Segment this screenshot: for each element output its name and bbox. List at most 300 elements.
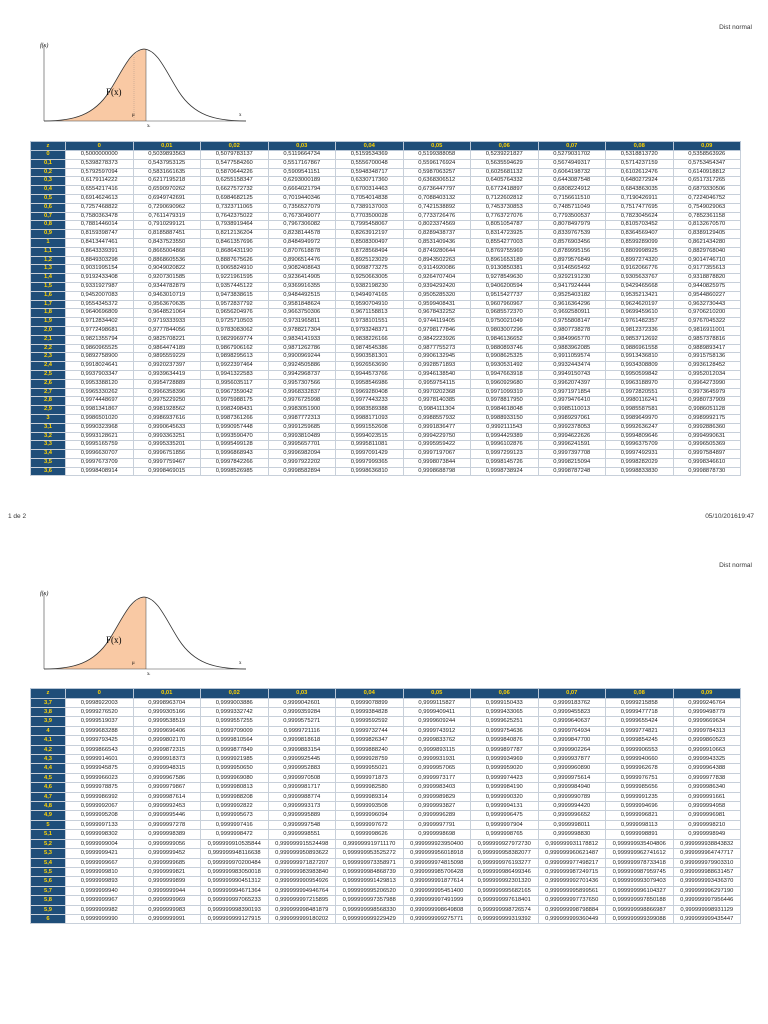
probability-cell: 0,9999883154 xyxy=(268,745,336,754)
probability-cell: 0,9958546986 xyxy=(336,379,404,388)
normal-curve-figure-1 xyxy=(44,45,246,121)
probability-cell: 0,9357445122 xyxy=(201,282,269,291)
probability-cell: 0,9999996821 xyxy=(606,811,674,820)
probability-cell: 0,9966358396 xyxy=(133,388,201,397)
table-row xyxy=(31,353,741,362)
table-body xyxy=(31,698,741,924)
probability-cell: 0,9999984190 xyxy=(471,783,539,792)
probability-cell: 0,9616364296 xyxy=(538,300,606,309)
probability-cell: 0,8749280644 xyxy=(403,247,471,256)
z-value: 3,1 xyxy=(31,423,66,432)
probability-cell: 0,9962074397 xyxy=(538,379,606,388)
column-header: 0,02 xyxy=(201,689,269,699)
probability-cell: 0,9926563690 xyxy=(336,362,404,371)
probability-cell: 0,9997999365 xyxy=(336,458,404,467)
probability-cell: 0,9998963704 xyxy=(133,698,201,707)
probability-cell: 0,9903581301 xyxy=(336,353,404,362)
probability-cell: 0,9998346610 xyxy=(673,458,741,467)
z-value: 1,6 xyxy=(31,291,66,300)
probability-cell: 0,9999997133 xyxy=(66,820,134,829)
probability-cell: 0,999999991877614 xyxy=(403,877,471,886)
probability-cell: 0,9999990320 xyxy=(471,792,539,801)
probability-cell: 0,6700314463 xyxy=(336,186,404,195)
probability-cell: 0,9803007296 xyxy=(471,326,539,335)
probability-cell: 0,9999985656 xyxy=(606,783,674,792)
probability-cell: 0,9999973177 xyxy=(403,773,471,782)
probability-cell: 0,9853712692 xyxy=(606,335,674,344)
table-row xyxy=(31,736,741,745)
z-value: 1 xyxy=(31,238,66,247)
probability-cell: 0,9999993173 xyxy=(268,802,336,811)
probability-cell: 0,9788217304 xyxy=(268,326,336,335)
probability-cell: 0,5239221827 xyxy=(471,151,539,160)
probability-cell: 0,9783083062 xyxy=(201,326,269,335)
probability-cell: 0,8925123029 xyxy=(336,256,404,265)
z-value: 1,3 xyxy=(31,265,66,274)
probability-cell: 0,9998833830 xyxy=(606,467,674,476)
probability-cell: 0,8979576849 xyxy=(538,256,606,265)
x-axis-label: x xyxy=(239,113,242,118)
probability-cell: 0,9999996289 xyxy=(403,811,471,820)
probability-cell: 0,9624620197 xyxy=(606,300,674,309)
table-row xyxy=(31,896,741,905)
probability-cell: 0,9685572370 xyxy=(471,309,539,318)
probability-cell: 0,9678432252 xyxy=(403,309,471,318)
z-value: 6 xyxy=(31,914,66,923)
z-value: 0,9 xyxy=(31,230,66,239)
probability-cell: 0,9999997416 xyxy=(201,820,269,829)
probability-cell: 0,9990957448 xyxy=(201,423,269,432)
probability-cell: 0,8789995156 xyxy=(538,247,606,256)
probability-cell: 0,9998787248 xyxy=(538,467,606,476)
probability-cell: 0,9999721116 xyxy=(268,726,336,735)
probability-cell: 0,999999991429813 xyxy=(336,877,404,886)
probability-cell: 0,9999538519 xyxy=(133,717,201,726)
table-row xyxy=(31,458,741,467)
z-header: z xyxy=(31,142,66,151)
probability-cell: 0,999999983050018 xyxy=(201,867,269,876)
probability-cell: 0,999999992301320 xyxy=(471,877,539,886)
probability-cell: 0,7088403132 xyxy=(403,194,471,203)
probability-cell: 0,9988933150 xyxy=(471,414,539,423)
probability-cell: 0,9699459610 xyxy=(606,309,674,318)
probability-cell: 0,8665004868 xyxy=(133,247,201,256)
probability-cell: 0,9692580911 xyxy=(538,309,606,318)
z-value: 4,2 xyxy=(31,745,66,754)
probability-cell: 0,5596176924 xyxy=(403,159,471,168)
probability-cell: 0,9452007083 xyxy=(66,291,134,300)
probability-cell: 0,9369916355 xyxy=(268,282,336,291)
table-row xyxy=(31,414,741,423)
probability-cell: 0,9429465668 xyxy=(606,282,674,291)
probability-cell: 0,9998073844 xyxy=(403,458,471,467)
probability-cell: 0,9993128621 xyxy=(66,432,134,441)
probability-cell: 0,9969280408 xyxy=(336,388,404,397)
probability-cell: 0,9772498681 xyxy=(66,326,134,335)
probability-cell: 0,9999384828 xyxy=(336,708,404,717)
z-value: 4 xyxy=(31,726,66,735)
probability-cell: 0,9999957065 xyxy=(403,764,471,773)
probability-cell: 0,9999996981 xyxy=(673,811,741,820)
probability-cell: 0,5079783137 xyxy=(201,151,269,160)
probability-cell: 0,9999998891 xyxy=(606,830,674,839)
probability-cell: 0,9581848624 xyxy=(268,300,336,309)
probability-cell: 0,7257468822 xyxy=(66,203,134,212)
probability-cell: 0,8413447461 xyxy=(66,238,134,247)
probability-cell: 0,9999860523 xyxy=(673,736,741,745)
table-row xyxy=(31,282,741,291)
probability-cell: 0,9936128452 xyxy=(673,362,741,371)
probability-cell: 0,9130850381 xyxy=(471,265,539,274)
probability-cell: 0,7852361158 xyxy=(673,212,741,221)
probability-cell: 0,9999999969 xyxy=(133,896,201,905)
probability-cell: 0,9999982580 xyxy=(336,783,404,792)
probability-cell: 0,5909541151 xyxy=(268,168,336,177)
probability-cell: 0,9983051900 xyxy=(268,406,336,415)
probability-cell: 0,9999998698 xyxy=(403,830,471,839)
probability-cell: 0,9114920086 xyxy=(403,265,471,274)
table-row xyxy=(31,247,741,256)
probability-cell: 0,9999999967 xyxy=(66,896,134,905)
probability-cell: 0,6808224912 xyxy=(538,186,606,195)
probability-cell: 0,9930531492 xyxy=(471,362,539,371)
probability-cell: 0,9999999991 xyxy=(133,914,201,923)
probability-cell: 0,999999994946764 xyxy=(268,886,336,895)
probability-cell: 0,999999997850188 xyxy=(606,896,674,905)
probability-cell: 0,9640696809 xyxy=(66,309,134,318)
probability-cell: 0,7356527079 xyxy=(268,203,336,212)
table-row xyxy=(31,423,741,432)
header-row xyxy=(31,689,741,699)
table-row xyxy=(31,177,741,186)
probability-cell: 0,9999988774 xyxy=(268,792,336,801)
probability-cell: 0,9999893115 xyxy=(403,745,471,754)
probability-cell: 0,8289438737 xyxy=(403,230,471,239)
probability-cell: 0,9755808147 xyxy=(538,318,606,327)
probability-cell: 0,999999938843832 xyxy=(673,839,741,848)
probability-cell: 0,9816911001 xyxy=(673,326,741,335)
probability-cell: 0,9999999056 xyxy=(133,839,201,848)
probability-cell: 0,9648521064 xyxy=(133,309,201,318)
probability-cell: 0,9554345372 xyxy=(66,300,134,309)
probability-cell: 0,9996241591 xyxy=(538,441,606,450)
probability-cell: 0,999999935404806 xyxy=(606,839,674,848)
probability-cell: 0,999999958382077 xyxy=(471,849,539,858)
probability-cell: 0,9998215094 xyxy=(538,458,606,467)
probability-cell: 0,9999625251 xyxy=(471,717,539,726)
z-value: 2,1 xyxy=(31,335,66,344)
probability-cell: 0,9986051128 xyxy=(673,406,741,415)
probability-cell: 0,9981928562 xyxy=(133,406,201,415)
probability-cell: 0,999999973358971 xyxy=(336,858,404,867)
probability-cell: 0,9997759467 xyxy=(133,458,201,467)
probability-cell: 0,9999978875 xyxy=(66,783,134,792)
probability-cell: 0,7611479319 xyxy=(133,212,201,221)
z-value: 3,5 xyxy=(31,458,66,467)
probability-cell: 0,9177355613 xyxy=(673,265,741,274)
z-value: 3,2 xyxy=(31,432,66,441)
z-value: 0,3 xyxy=(31,177,66,186)
probability-cell: 0,9999921985 xyxy=(201,755,269,764)
z-value: 2,7 xyxy=(31,388,66,397)
probability-cell: 0,9992378053 xyxy=(538,423,606,432)
probability-cell: 0,9877755273 xyxy=(403,344,471,353)
probability-cell: 0,9484492515 xyxy=(268,291,336,300)
probability-cell: 0,9065824910 xyxy=(201,265,269,274)
column-header: 0,08 xyxy=(606,142,674,151)
probability-cell: 0,9999975614 xyxy=(538,773,606,782)
probability-cell: 0,9146565492 xyxy=(538,265,606,274)
z-value: 0,4 xyxy=(31,186,66,195)
probability-cell: 0,9999455823 xyxy=(538,708,606,717)
probability-cell: 0,7910299121 xyxy=(133,221,201,230)
probability-cell: 0,5556700048 xyxy=(336,159,404,168)
probability-cell: 0,999999998481879 xyxy=(268,905,336,914)
probability-cell: 0,9942968737 xyxy=(268,370,336,379)
probability-cell: 0,9991259685 xyxy=(268,423,336,432)
normal-curve-graph-2 xyxy=(34,585,254,675)
table-row xyxy=(31,450,741,459)
z-value: 0,8 xyxy=(31,221,66,230)
table-row xyxy=(31,265,741,274)
probability-cell: 0,9975229250 xyxy=(133,397,201,406)
probability-cell: 0,9767045322 xyxy=(673,318,741,327)
table-row xyxy=(31,905,741,914)
probability-cell: 0,8132670570 xyxy=(673,221,741,230)
probability-cell: 0,9999984940 xyxy=(538,783,606,792)
probability-cell: 0,9991836477 xyxy=(403,423,471,432)
z-value: 4,3 xyxy=(31,755,66,764)
probability-cell: 0,9997584897 xyxy=(673,450,741,459)
probability-cell: 0,9996102876 xyxy=(471,441,539,450)
probability-cell: 0,9999983403 xyxy=(403,783,471,792)
table-row xyxy=(31,168,741,177)
z-value: 2,6 xyxy=(31,379,66,388)
probability-cell: 0,9999998113 xyxy=(606,820,674,829)
z-value: 3,4 xyxy=(31,450,66,459)
probability-cell: 0,9331927987 xyxy=(66,282,134,291)
probability-cell: 0,9860965525 xyxy=(66,344,134,353)
probability-cell: 0,9999991661 xyxy=(673,792,741,801)
table-row xyxy=(31,388,741,397)
table-row xyxy=(31,849,741,858)
probability-cell: 0,9999246764 xyxy=(673,698,741,707)
probability-cell: 0,6772418897 xyxy=(471,186,539,195)
probability-cell: 0,9986501020 xyxy=(66,414,134,423)
column-header: 0 xyxy=(66,142,134,151)
probability-cell: 0,7224046752 xyxy=(673,194,741,203)
probability-cell: 0,999999910535844 xyxy=(201,839,269,848)
probability-cell: 0,9976725998 xyxy=(268,397,336,406)
probability-cell: 0,9999999004 xyxy=(66,839,134,848)
probability-cell: 0,9989297061 xyxy=(538,414,606,423)
probability-cell: 0,9946138540 xyxy=(403,370,471,379)
probability-cell: 0,9494974165 xyxy=(336,291,404,300)
probability-cell: 0,9998526985 xyxy=(201,467,269,476)
z-value: 4,7 xyxy=(31,792,66,801)
probability-cell: 0,7703500028 xyxy=(336,212,404,221)
probability-cell: 0,9031995154 xyxy=(66,265,134,274)
probability-cell: 0,8263912197 xyxy=(336,230,404,239)
probability-cell: 0,9572837792 xyxy=(201,300,269,309)
probability-cell: 0,9999959020 xyxy=(471,764,539,773)
probability-cell: 0,7995458067 xyxy=(336,221,404,230)
probability-cell: 0,9999999944 xyxy=(133,886,201,895)
probability-cell: 0,9993363251 xyxy=(133,432,201,441)
probability-cell: 0,9964273990 xyxy=(673,379,741,388)
probability-cell: 0,5477584260 xyxy=(201,159,269,168)
probability-cell: 0,9994622626 xyxy=(538,432,606,441)
probability-cell: 0,8078497979 xyxy=(538,221,606,230)
probability-cell: 0,8339767539 xyxy=(538,230,606,239)
xi-label: xᵢ xyxy=(147,124,151,127)
probability-cell: 0,999999976193277 xyxy=(471,858,539,867)
probability-cell: 0,9998636810 xyxy=(336,467,404,476)
table-row xyxy=(31,708,741,717)
probability-cell: 0,9999826347 xyxy=(336,736,404,745)
page-number: 1 de 2 xyxy=(8,513,27,520)
probability-cell: 0,9999998949 xyxy=(673,830,741,839)
probability-cell: 0,9999937877 xyxy=(538,755,606,764)
probability-cell: 0,9999995889 xyxy=(268,811,336,820)
probability-cell: 0,9898295613 xyxy=(201,353,269,362)
probability-cell: 0,8769755969 xyxy=(471,247,539,256)
probability-cell: 0,5159534369 xyxy=(336,151,404,160)
probability-cell: 0,7517477695 xyxy=(606,203,674,212)
column-header: 0,09 xyxy=(673,689,741,699)
probability-cell: 0,9999999821 xyxy=(133,867,201,876)
probability-cell: 0,6843863035 xyxy=(606,186,674,195)
probability-cell: 0,5792597094 xyxy=(66,168,134,177)
column-header: 0,08 xyxy=(606,689,674,699)
probability-cell: 0,999999997737650 xyxy=(538,896,606,905)
table-row xyxy=(31,370,741,379)
probability-cell: 0,9999990789 xyxy=(538,792,606,801)
probability-cell: 0,999999996297190 xyxy=(673,886,741,895)
column-header: 0,01 xyxy=(133,142,201,151)
probability-cell: 0,9999999452 xyxy=(133,849,201,858)
probability-cell: 0,7389137003 xyxy=(336,203,404,212)
probability-cell: 0,9997492931 xyxy=(606,450,674,459)
z-value: 4,6 xyxy=(31,783,66,792)
probability-cell: 0,9999999667 xyxy=(66,858,134,867)
probability-cell: 0,999999997956446 xyxy=(673,896,741,905)
z-value: 2,8 xyxy=(31,397,66,406)
column-header: 0,06 xyxy=(471,689,539,699)
probability-cell: 0,9599408431 xyxy=(403,300,471,309)
x-axis-label: x xyxy=(239,661,242,666)
probability-cell: 0,9999964388 xyxy=(673,764,741,773)
cumulative-area xyxy=(44,597,146,669)
normal-curve-figure-2 xyxy=(44,593,246,669)
probability-cell: 0,6984682125 xyxy=(201,194,269,203)
probability-cell: 0,9974448697 xyxy=(66,397,134,406)
probability-cell: 0,9975988175 xyxy=(201,397,269,406)
probability-cell: 0,9999833762 xyxy=(403,736,471,745)
probability-cell: 0,9997299123 xyxy=(471,450,539,459)
probability-cell: 0,9999640637 xyxy=(538,717,606,726)
probability-cell: 0,9973645979 xyxy=(673,388,741,397)
probability-cell: 0,9999998765 xyxy=(471,830,539,839)
probability-cell: 0,9999997904 xyxy=(471,820,539,829)
probability-cell: 0,9999774821 xyxy=(606,726,674,735)
probability-cell: 0,999999998726574 xyxy=(471,905,539,914)
probability-cell: 0,9999802170 xyxy=(133,736,201,745)
probability-cell: 0,999999931178812 xyxy=(538,839,606,848)
probability-cell: 0,9999974423 xyxy=(471,773,539,782)
probability-cell: 0,9996630707 xyxy=(66,450,134,459)
print-timestamp: 05/10/201619:47 xyxy=(705,513,754,520)
probability-cell: 0,9999995446 xyxy=(133,811,201,820)
probability-cell: 0,8508300497 xyxy=(336,238,404,247)
probability-cell: 0,6736447797 xyxy=(403,186,471,195)
probability-cell: 0,9913436810 xyxy=(606,353,674,362)
probability-cell: 0,999999962741612 xyxy=(606,849,674,858)
z-value: 5 xyxy=(31,820,66,829)
probability-cell: 0,7642375022 xyxy=(201,212,269,221)
probability-cell: 0,9998469015 xyxy=(133,467,201,476)
probability-cell: 0,9999925445 xyxy=(268,755,336,764)
probability-cell: 0,9221961595 xyxy=(201,274,269,283)
probability-cell: 0,9731965811 xyxy=(268,318,336,327)
probability-cell: 0,9970202368 xyxy=(403,388,471,397)
probability-cell: 0,999999999360449 xyxy=(538,914,606,923)
probability-cell: 0,9998738924 xyxy=(471,467,539,476)
probability-cell: 0,9999992453 xyxy=(133,802,201,811)
table-row xyxy=(31,726,741,735)
probability-cell: 0,999999997491999 xyxy=(403,896,471,905)
probability-cell: 0,8531409436 xyxy=(403,238,471,247)
probability-cell: 0,9777844056 xyxy=(133,326,201,335)
probability-cell: 0,8105703452 xyxy=(606,221,674,230)
probability-cell: 0,9999934969 xyxy=(471,755,539,764)
probability-cell: 0,6293000189 xyxy=(268,177,336,186)
probability-cell: 0,9719333933 xyxy=(133,318,201,327)
probability-cell: 0,9999998011 xyxy=(538,820,606,829)
probability-cell: 0,9999994420 xyxy=(538,802,606,811)
probability-cell: 0,9999969080 xyxy=(201,773,269,782)
probability-cell: 0,9954728889 xyxy=(133,379,201,388)
probability-cell: 0,9999979867 xyxy=(133,783,201,792)
probability-cell: 0,9999999940 xyxy=(66,886,134,895)
probability-cell: 0,9406200594 xyxy=(471,282,539,291)
probability-cell: 0,9278549630 xyxy=(471,274,539,283)
probability-cell: 0,9590704910 xyxy=(336,300,404,309)
probability-cell: 0,7019440346 xyxy=(268,194,336,203)
probability-cell: 0,9999928759 xyxy=(336,755,404,764)
probability-cell: 0,9632730443 xyxy=(673,300,741,309)
probability-cell: 0,7580363478 xyxy=(66,212,134,221)
probability-cell: 0,9987772313 xyxy=(268,414,336,423)
z-value: 3,9 xyxy=(31,717,66,726)
probability-cell: 0,5358563926 xyxy=(673,151,741,160)
probability-cell: 0,999999990954926 xyxy=(268,877,336,886)
probability-cell: 0,8364569407 xyxy=(606,230,674,239)
z-value: 1,1 xyxy=(31,247,66,256)
probability-cell: 0,999999998649808 xyxy=(403,905,471,914)
probability-cell: 0,9990645633 xyxy=(133,423,201,432)
probability-cell: 0,8212136204 xyxy=(201,230,269,239)
probability-cell: 0,9999971873 xyxy=(336,773,404,782)
xi-label: xᵢ xyxy=(147,672,151,675)
probability-cell: 0,9505285320 xyxy=(403,291,471,300)
probability-cell: 0,9807738278 xyxy=(538,326,606,335)
probability-cell: 0,9999989829 xyxy=(403,792,471,801)
table-row xyxy=(31,186,741,195)
column-header: 0,04 xyxy=(336,142,404,151)
probability-cell: 0,9712834402 xyxy=(66,318,134,327)
probability-cell: 0,9999994696 xyxy=(606,802,674,811)
